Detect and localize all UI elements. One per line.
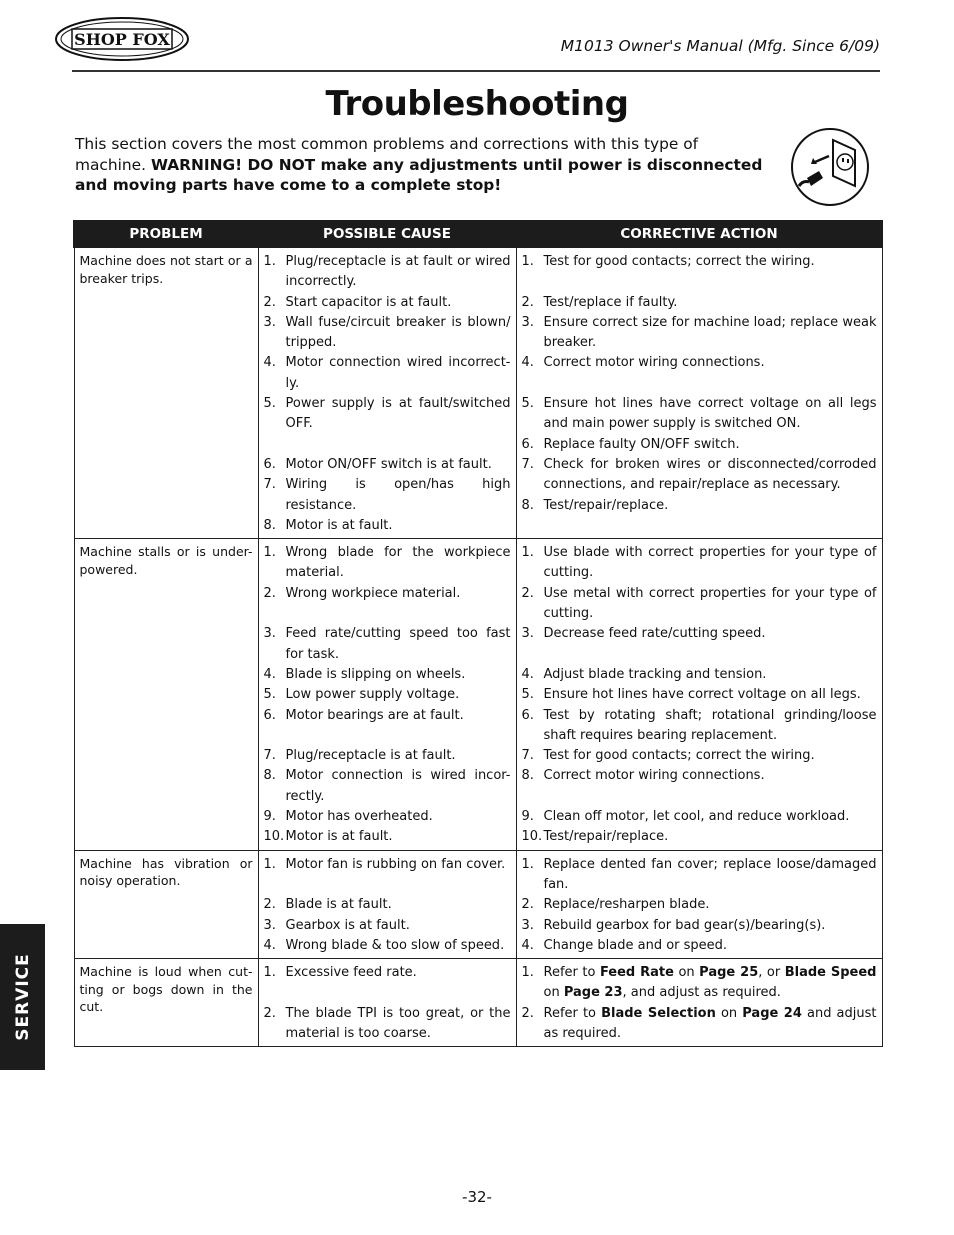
list-item: 10. Test/repair/replace. <box>521 829 669 845</box>
action-cell <box>516 247 882 539</box>
list-item: 3. Wall fuse/circuit breaker is blown/ tripped. <box>263 314 511 351</box>
list-item: 7. Plug/receptacle is at fault. <box>263 748 456 764</box>
intro-text: This section covers the most common problems and corrections with this type of machine. <box>75 135 699 174</box>
problem-cell: Machine is loud when cut-ting or bogs down in the cut. <box>74 959 258 1047</box>
header-possible-cause: POSSIBLE CAUSE <box>258 221 516 247</box>
list-item: 8. Test/repair/replace. <box>521 497 669 513</box>
list-item: 10. Motor is at fault. <box>263 829 393 845</box>
list-item: 2. Refer to Blade Selection on Page 24 and adjust as required. <box>521 1005 877 1041</box>
table-row <box>74 539 882 850</box>
side-tab-label: SERVICE <box>12 953 33 1041</box>
list-item: 3. Rebuild gearbox for bad gear(s)/bearing(s). <box>521 917 826 933</box>
list-item: 3. Decrease feed rate/cutting speed. <box>521 626 766 642</box>
table-row <box>74 959 882 1047</box>
list-item: 2. Wrong workpiece material. <box>263 585 461 601</box>
list-item: 9. Clean off motor, let cool, and reduce workload. <box>521 809 850 825</box>
problem-cell: Machine stalls or is under-powered. <box>74 539 258 850</box>
list-item: 4. Blade is slipping on wheels. <box>263 666 466 682</box>
list-item: 8. Motor connection is wired incor-rectly. <box>263 768 511 804</box>
list-item: 3. Ensure correct size for machine load; replace weak breaker. <box>521 314 877 351</box>
unplug-power-icon <box>789 128 871 206</box>
list-item: 4. Motor connection wired incorrect-ly. <box>263 355 511 391</box>
manual-title: M1013 Owner's Manual (Mfg. Since 6/09) <box>560 37 880 55</box>
list-item: 7. Check for broken wires or disconnected/corroded connections, and repair/replace as necessary. <box>521 456 877 493</box>
cause-cell <box>258 850 516 958</box>
list-item: 9. Motor has overheated. <box>263 809 433 825</box>
list-item: 2. Start capacitor is at fault. <box>263 294 452 310</box>
table-row <box>74 247 882 539</box>
list-item: 2. The blade TPI is too great, or the material is too coarse. <box>263 1005 511 1041</box>
list-item: 6. Motor ON/OFF switch is at fault. <box>263 456 492 472</box>
list-item: 5. Low power supply voltage. <box>263 687 460 703</box>
list-item: 1. Use blade with correct properties for your type of cutting. <box>521 545 877 581</box>
table-header-row <box>74 221 882 247</box>
header-problem: PROBLEM <box>74 221 258 247</box>
list-item: 6. Motor bearings are at fault. <box>263 707 464 723</box>
list-item: 6. Test by rotating shaft; rotational grinding/loose shaft requires bearing replacement. <box>521 707 877 743</box>
list-item: 4. Change blade and or speed. <box>521 937 728 953</box>
intro-warning: WARNING! DO NOT make any adjustments until power is disconnected and moving parts have come to a complete stop! <box>75 155 763 194</box>
shop-fox-logo <box>54 16 190 62</box>
list-item: 5. Ensure hot lines have correct voltage on all legs and main power supply is switched ON. <box>521 396 877 432</box>
list-item: 2. Replace/resharpen blade. <box>521 897 710 913</box>
action-cell <box>516 850 882 958</box>
list-item: 1. Motor fan is rubbing on fan cover. <box>263 856 506 872</box>
problem-cell: Machine does not start or a breaker trips. <box>74 247 258 539</box>
list-item: 4. Correct motor wiring connections. <box>521 355 765 371</box>
list-item: 6. Replace faulty ON/OFF switch. <box>521 436 740 452</box>
list-item: 5. Ensure hot lines have correct voltage on all legs. <box>521 687 861 703</box>
list-item: 3. Feed rate/cutting speed too fast for task. <box>263 626 511 662</box>
troubleshooting-table <box>73 220 883 1047</box>
list-item: 8. Motor is at fault. <box>263 517 393 533</box>
list-item: 1. Plug/receptacle is at fault or wired incorrectly. <box>263 254 511 290</box>
page-number: -32- <box>462 1188 492 1206</box>
list-item: 7. Wiring is open/has high resistance. <box>263 477 511 513</box>
header-corrective-action: CORRECTIVE ACTION <box>516 221 882 247</box>
action-cell <box>516 539 882 850</box>
list-item: 2. Blade is at fault. <box>263 897 392 913</box>
list-item: 1. Excessive feed rate. <box>263 965 417 981</box>
list-item: 1. Test for good contacts; correct the wiring. <box>521 254 815 269</box>
problem-cell: Machine has vibration or noisy operation. <box>74 850 258 958</box>
table-row <box>74 850 882 958</box>
logo-text: SHOP FOX <box>74 30 170 49</box>
list-item: 1. Replace dented fan cover; replace loose/damaged fan. <box>521 856 877 892</box>
list-item: 3. Gearbox is at fault. <box>263 917 410 933</box>
list-item: 8. Correct motor wiring connections. <box>521 768 765 784</box>
list-item: 7. Test for good contacts; correct the wiring. <box>521 748 815 764</box>
list-item: 1. Refer to Feed Rate on Page 25, or Blade Speed on Page 23, and adjust as required. <box>521 965 877 1001</box>
page-title: Troubleshooting <box>325 84 629 124</box>
list-item: 4. Adjust blade tracking and tension. <box>521 666 767 682</box>
action-cell <box>516 959 882 1047</box>
list-item: 2. Test/replace if faulty. <box>521 294 678 310</box>
cause-cell <box>258 539 516 850</box>
list-item: 2. Use metal with correct properties for your type of cutting. <box>521 585 877 622</box>
intro-paragraph <box>75 134 765 196</box>
list-item: 1. Wrong blade for the workpiece material. <box>263 545 511 581</box>
cause-cell <box>258 247 516 539</box>
header-rule <box>72 70 880 72</box>
service-side-tab <box>0 924 45 1070</box>
list-item: 4. Wrong blade & too slow of speed. <box>263 937 505 953</box>
cause-cell <box>258 959 516 1047</box>
list-item: 5. Power supply is at fault/switched OFF. <box>263 396 511 432</box>
